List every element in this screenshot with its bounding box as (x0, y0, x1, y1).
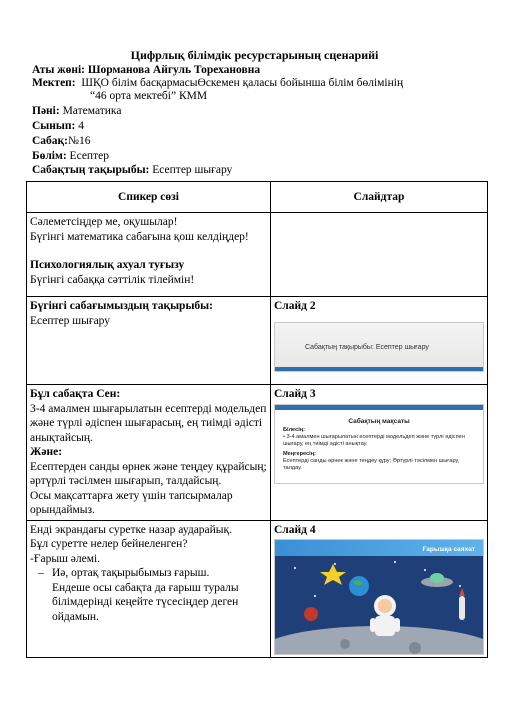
field-class: Сынып: 4 (32, 120, 84, 132)
field-subject: Пәні: Математика (32, 105, 122, 117)
slide-2-thumbnail: Сабақтың тақырыбы: Есептер шығару (274, 322, 484, 372)
row2-speaker: Бүгінгі сабағымыздың тақырыбы: Есептер шығару (27, 297, 271, 385)
field-name: Аты жөні: Шорманова Айгуль Торехановна (32, 64, 261, 76)
row4-slide: Слайд 4 Ғарышқа саяхат (271, 520, 488, 658)
scenario-table (26, 181, 488, 658)
row1-slide (271, 213, 488, 297)
document-title: Цифрлық білімдік ресурстарының сценарийі (130, 48, 379, 62)
field-section: Бөлім: Есептер (32, 150, 109, 162)
slide-4-thumbnail: Ғарышқа саяхат (274, 539, 484, 655)
row2-slide: Слайд 2 Сабақтың тақырыбы: Есептер шығару (271, 297, 488, 385)
field-school: Мектеп: ШҚО білім басқармасыӨскемен қаласы бойынша білім бөлімінің (32, 77, 404, 89)
row3-speaker: Бұл сабақта Сен: 3-4 амалмен шығарылатын есептерді модельдеп және түрлі әдіспен шығарасың, ең тиімді әдісті анықтайсың. Және: Есептерден санды өрнек және теңдеу құрайсың; әртүрлі тәсілмен шығарып, талдайсың. Осы мақсаттарға жету үшін тапсырмалар орындаймыз. (27, 385, 271, 521)
row3-slide: Слайд 3 Сабақтың мақсаты Білесің: • 3-4 амалмен шығарылатын есептерді модельдеп және түрлі әдіспен шығару, ең тиімді әдісті анықтау. Меңгересің: Есептерді санды өрнек және теңдеу құру; Әртүрлі тәсілмен шығару, талдау. (271, 385, 488, 521)
space-illustration (275, 556, 483, 654)
row1-speaker: Сәлеметсіңдер ме, оқушылар! Бүгінгі математика сабағына қош келдіңдер! Психологиялық ахуал туғызу Бүгінгі сабаққа сәттілік тілеймін! (27, 213, 271, 297)
slide-3-thumbnail: Сабақтың мақсаты Білесің: • 3-4 амалмен шығарылатын есептерді модельдеп және түрлі әдіспен шығару, ең тиімді әдісті анықтау. Меңгересің: Есептерді санды өрнек және теңдеу құру; Әртүрлі тәсілмен шығару, талдау. (274, 404, 484, 484)
field-lesson: Сабақ:№16 (32, 135, 91, 147)
field-school-cont: “46 орта мектебі” КММ (90, 90, 208, 102)
col-header-slides: Слайдтар (271, 182, 488, 213)
row4-speaker: Енді экрандағы суретке назар аударайық. Бұл суретте нелер бейнеленген? -Ғарыш әлемі. – Иә, ортақ тақырыбымыз ғарыш. Ендеше осы сабақта да ғарыш туралы білімдерінді кеңейте түсесіңдер деген ойдамын. (27, 520, 271, 658)
col-header-speaker: Спикер сөзі (27, 182, 271, 213)
field-topic: Сабақтың тақырыбы: Есептер шығару (32, 164, 233, 176)
